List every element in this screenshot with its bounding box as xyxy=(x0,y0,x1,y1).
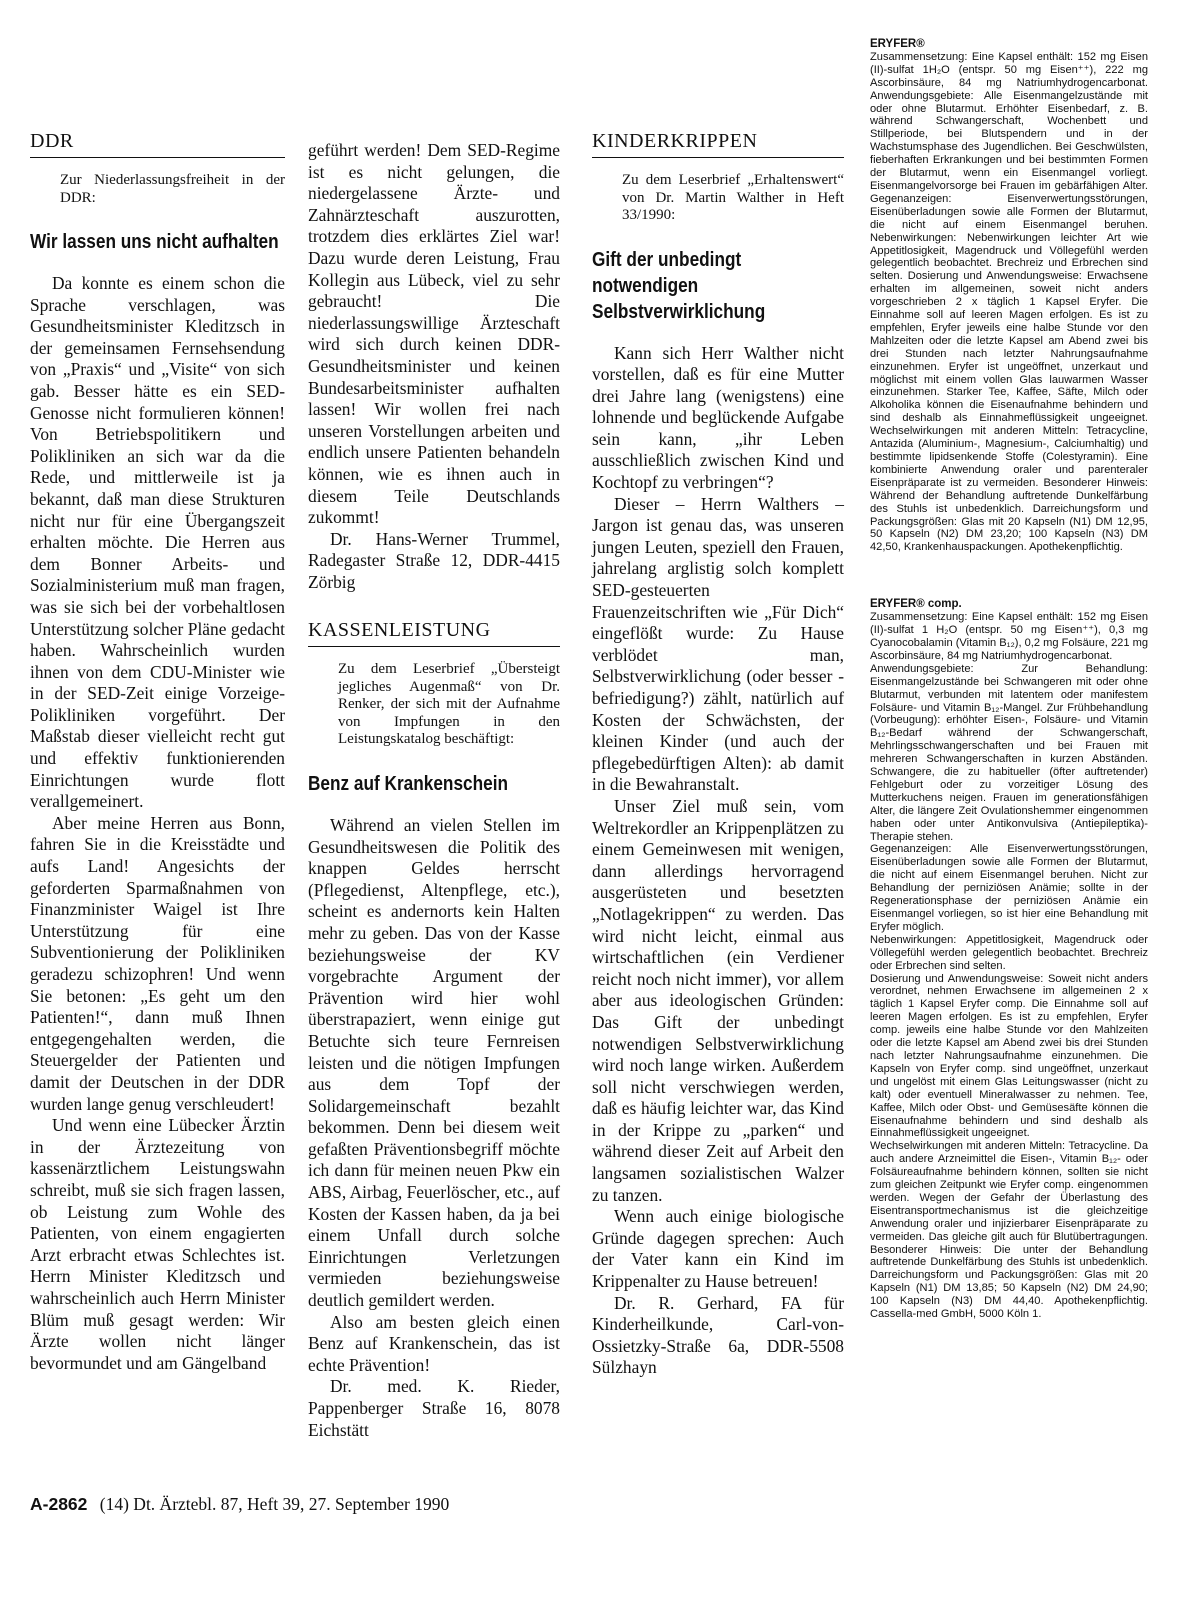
paragraph: Also am besten gleich einen Benz auf Krankenschein, das ist echte Prävention! xyxy=(308,1311,560,1375)
drug-text: Zusammensetzung: Eine Kapsel enthält: 152 mg Eisen (II)-sulfat 1 H₂O (entspr. 50 mg Eisen⁺⁺), 0,3 mg Cyanocobalamin (Vitamin B₁₂), 0,2 mg Folsäure, 221 mg Ascorbinsäure, 84 mg Natriumhydrogencarbonat. xyxy=(870,611,1148,662)
letter-intro: Zur Niederlassungsfreiheit in der DDR: xyxy=(60,172,285,206)
drug-name: ERYFER® xyxy=(870,38,925,50)
column-ddr xyxy=(30,130,285,1374)
drug-advertisement xyxy=(870,38,1148,1321)
article-headline: Wir lassen uns nicht aufhalten xyxy=(30,230,279,253)
drug-name: ERYFER® comp. xyxy=(870,598,962,611)
paragraph: Wenn auch einige biologische Gründe dagegen sprechen: Auch der Vater kann ein Kind im Krippenalter zu Hause betreuen! xyxy=(592,1206,844,1292)
author-signature: Dr. med. K. Rieder, Pappenberger Straße 16, 8078 Eichstätt xyxy=(308,1376,560,1440)
article-headline: Benz auf Krankenschein xyxy=(308,771,508,795)
section-heading-kinderkrippen: KINDERKRIPPEN xyxy=(592,130,844,158)
article-headline: Gift der unbedingt notwendigen Selbstverwirklichung xyxy=(592,247,766,323)
paragraph: Da konnte es einem schon die Sprache verschlagen, was Gesundheitsminister Kleditzsch in der gemeinsamen Fernsehsendung von „Praxis“ und „Visite“ von sich gab. Besser hätte es ein SED-Genosse nicht formulieren können! Von Betriebspolitikern und Polikliniken an sich war da die Rede, und mittlerweile ist ja bekannt, daß man diese Strukturen nicht nur für eine Übergangszeit erhalten möchte. Die Herren aus dem Bonner Arbeits- und Sozialministerium muß man fragen, was sie sich bei der vorbehaltlosen Unterstützung solcher Pläne gedacht haben. Wahrscheinlich wurden ihnen von dem CDU-Minister wie in der SED-Zeit einige Vorzeige-Polikliniken vorgeführt. Der Maßstab dieser vielleicht recht gut und effektiv funktionierenden Einrichtungen wurde flott verallgemeinert. xyxy=(30,273,285,812)
column-kinderkrippen xyxy=(592,130,844,1379)
article-body-continued xyxy=(308,140,560,593)
drug-text: Anwendungsgebiete: Zur Behandlung: Eisenmangelzustände bei Schwangeren mit oder ohne Blutarmut, verbunden mit latentem oder manifestem Folsäure- und Vitamin B₁₂-Mangel. Zur Frühbehandlung (Vorbeugung): erhöhter Eisen-, Folsäure- und Vitamin B₁₂-Bedarf während der Schwangerschaft, Mehrlingsschwangerschaften und bei Frauen mit mehreren Schwangerschaften in kurzen Abständen. Schwangere, die zu habitueller (öfter auftretender) Fehlgeburt oder zu vorzeitiger Lösung des Mutterkuchens neigen. Frauen im generationsfähigen Alter, die längere Zeit Ovulationshemmer eingenommen haben oder unter Antikonvulsiva (Antiepileptika)-Therapie stehen. xyxy=(870,662,1148,843)
paragraph: Dieser – Herrn Walthers – Jargon ist genau das, was unseren jungen Leuten, speziell den Frauen, jahrelang arglistig solch komplett SED-gesteuerten Frauenzeitschriften wie „Für Dich“ eingeflößt wurde: Zu Hause verblödet man, Selbstverwirklichung (oder besser -befriedigung?) zählt, natürlich auf Kosten der Schwächsten, der kleinen Kinder (und auch der pflegebedürftigen Alten): ab damit in die Bewahranstalt. xyxy=(592,493,844,795)
drug-text: Zusammensetzung: Eine Kapsel enthält: 152 mg Eisen (II)-sulfat 1H₂O (entspr. 50 mg Eisen⁺⁺), 222 mg Ascorbinsäure, 84 mg Natriumhydrogencarbonat. Anwendungsgebiete: Alle Eisenmangelzustände mit oder ohne Blutarmut. Erhöhter Eisenbedarf, z. B. während Schwangerschaft, Wochenbett und Stillperiode, bei Blutspendern und in der Wachstumsphase des Jugendlichen. Bei Geschwülsten, fieberhaften Erkrankungen und bei bestimmten Formen der Blutarmut, wenn ein Eisenmangel vorliegt. Eisenmangelvorsorge bei Frauen im gebärfähigen Alter. Gegenanzeigen: Eisenverwertungsstörungen, Eisenüberladungen sowie alle Formen der Blutarmut, die nicht auf einem Eisenmangel beruhen. Nebenwirkungen: Nebenwirkungen leichter Art wie Appetitlosigkeit, Magendruck und Völlegefühl werden gelegentlich beobachtet. Brechreiz und Erbrechen sind selten. Dosierung und Anwendungsweise: Erwachsene erhalten im allgemeinen, soweit nicht anders vorgeschrieben 2 x täglich 1 Kapsel Eryfer. Die Einnahme soll auf leeren Magen erfolgen. Es ist zu empfehlen, Eryfer jeweils eine halbe Stunde vor den Mahlzeiten oder die letzte Kapsel am Abend zwei bis drei Stunden nach letzter Nahrungsaufnahme einzunehmen. Eryfer ist ungeöffnet, unzerkaut und möglichst mit einem vollen Glas lauwarmen Wasser einzunehmen. Starker Tee, Kaffee, Säfte, Milch oder Alkoholika können die Eisenaufnahme behindern und sind deshalb als Einnahmeflüssigkeit ungeeignet. Wechselwirkungen mit anderen Mitteln: Tetracycline, Antazida (Aluminium-, Magnesium-, Calciumhaltig) und bestimmte lipidsenkende Stoffe (Colestyramin). Eine kombinierte Anwendung oraler und parenteraler Eisenpräparate ist zu vermeiden. Besonderer Hinweis: Während der Behandlung auftretende Dunkelfärbung des Stuhls ist unbedenklich. Darreichungsform und Packungsgrößen: Glas mit 20 Kapseln (N1) DM 12,95, 50 Kapseln (N2) DM 23,20; 100 Kapseln (N3) DM 42,50, Krankenhauspackungen. Apothekenpflichtig. xyxy=(870,50,1148,554)
page-footer xyxy=(30,1494,449,1515)
drug-text: Gegenanzeigen: Alle Eisenverwertungsstörungen, Eisenüberladungen sowie alle Formen der Blutarmut, die nicht auf einem Eisenmangel beruhen. Nicht zur Behandlung der perniziösen Anämie; sollte in der Regenerationsphase der perniziösen Anämie ein Eisenmangel vorliegen, so ist hier eine Behandlung mit Eryfer möglich. xyxy=(870,843,1148,933)
paragraph: Und wenn eine Lübecker Ärztin in der Ärztezeitung von kassenärztlichem Leistungswahn schreibt, muß sie sich fragen lassen, ob Leistung zum Wohle des Patienten, von einem engagierten Arzt erbracht etwas Schlechtes ist. Herrn Minister Kleditzsch und wahrscheinlich auch Herrn Minister Blüm muß gesagt werden: Wir Ärzte wollen nicht länger bevormundet und am Gängelband xyxy=(30,1115,285,1373)
journal-citation: (14) Dt. Ärztebl. 87, Heft 39, 27. September 1990 xyxy=(99,1494,450,1514)
drug-text: Wechselwirkungen mit anderen Mitteln: Tetracycline. Da auch andere Arzneimittel die Eisen-, Vitamin B₁₂- oder Folsäureaufnahme behindern können, sollten sie nicht zum gleichen Zeitpunkt wie Eryfer comp. eingenommen werden. Wegen der Gefahr der Überlastung des Eisentransportmechanismus ist die gleichzeitige Anwendung oraler und injizierbarer Eisenpräparate zu vermeiden. Das gleiche gilt auch für Blutübertragungen. Besonderer Hinweis: Die unter der Behandlung auftretende Dunkelfärbung des Stuhls ist unbedenklich. Darreichungsform und Packungsgrößen: Glas mit 20 Kapseln (N1) DM 13,85; 50 Kapseln (N2) DM 24,90; 100 Kapseln (N3) DM 44,40. Apothekenpflichtig. Cassella-med GmbH, 5000 Köln 1. xyxy=(870,1140,1148,1321)
author-signature: Dr. Hans-Werner Trummel, Radegaster Straße 12, DDR-4415 Zörbig xyxy=(308,528,560,592)
letter-intro: Zu dem Leserbrief „Übersteigt jegliches Augenmaß“ von Dr. Renker, der sich mit der Aufnahme von Impfungen in den Leistungskatalog beschäftigt: xyxy=(338,661,560,748)
drug-info-eryfer xyxy=(870,38,1148,554)
author-signature: Dr. R. Gerhard, FA für Kinderheilkunde, Carl-von-Ossietzky-Straße 6a, DDR-5508 Sülzhayn xyxy=(592,1292,844,1378)
article-body xyxy=(592,343,844,1380)
article-body xyxy=(30,273,285,1374)
page-number: A-2862 xyxy=(30,1494,88,1514)
paragraph: Unser Ziel muß sein, vom Weltrekordler an Krippenplätzen zu einem Gemeinwesen mit wenigen, dann allerdings hervorragend ausgerüsteten und besetzten „Notlagekrippen“ zu werden. Das wird nicht leicht, einmal aus wirtschaftlichen (ein Verdiener reicht noch nicht immer), vor allem aber aus ideologischen Gründen: Das Gift der unbedingt notwendigen Selbstverwirklichung wird noch lange wirken. Außerdem soll nicht verschwiegen werden, daß es häufig leichter war, das Kind in der Krippe zu „parken“ und während dieser Zeit auf Arbeit den langsamen sozialistischen Walzer zu tanzen. xyxy=(592,795,844,1205)
section-heading-kassenleistung: KASSENLEISTUNG xyxy=(308,619,560,647)
drug-text: Nebenwirkungen: Appetitlosigkeit, Magendruck oder Völlegefühl werden gelegentlich beobachtet. Brechreiz oder Erbrechen sind selten. xyxy=(870,933,1148,972)
article-body xyxy=(308,815,560,1441)
paragraph: geführt werden! Dem SED-Regime ist es nicht gelungen, die niedergelassene Ärzte- und Zahnärzteschaft auszurotten, trotzdem dies erklärtes Ziel war! Dazu wurde deren Leistung, Frau Kollegin aus Lübeck, viel zu sehr gebraucht! Die niederlassungswillige Ärzteschaft wird sich durch keinen DDR-Gesundheitsminister und keinen Bundesarbeitsminister aufhalten lassen! Wir wollen frei nach unseren Vorstellungen arbeiten und endlich unsere Patienten behandeln können, wie es ihnen auch in diesem Teile Deutschlands zukommt! xyxy=(308,140,560,528)
paragraph: Während an vielen Stellen im Gesundheitswesen die Politik des knappen Geldes herrscht (Pflegedienst, Altenpflege, etc.), scheint es andernorts kein Halten mehr zu geben. Das von der Kasse beziehungsweise der KV vorgebrachte Argument der Prävention wird hier wohl überstrapaziert, wenn einige gut Betuchte sich teure Fernreisen leisten und die nötigen Impfungen aus dem Topf der Solidargemeinschaft bezahlt bekommen. Denn bei diesem weit gefaßten Präventionsbegriff möchte ich dann für meinen neuen Pkw ein ABS, Airbag, Feuerlöscher, etc., auf Kosten der Kassen haben, da ja bei einem Unfall durch solche Einrichtungen Verletzungen vermieden beziehungsweise deutlich gemildert werden. xyxy=(308,814,560,1311)
drug-text: Dosierung und Anwendungsweise: Soweit nicht anders verordnet, nehmen Erwachsene im allgemeinen 2 x täglich 1 Kapsel Eryfer comp. Die Einnahme soll auf leeren Magen erfolgen. Es ist zu empfehlen, Eryfer comp. jeweils eine halbe Stunde vor den Mahlzeiten oder die letzte Kapsel am Abend zwei bis drei Stunden nach letzter Nahrungsaufnahme einzunehmen. Die Kapseln von Eryfer comp. sind ungeöffnet, unzerkaut und ungelöst mit einem Glas Leitungswasser (nicht zu kalt) oder eventuell Mineralwasser zu nehmen. Tee, Kaffee, Milch oder Obst- und Gemüsesäfte können die Eisenaufnahme behindern und sind deshalb als Einnahmeflüssigkeit ungeeignet. xyxy=(870,972,1148,1140)
letter-intro: Zu dem Leserbrief „Erhaltenswert“ von Dr. Martin Walther in Heft 33/1990: xyxy=(622,172,844,223)
drug-info-eryfer-comp xyxy=(870,598,1148,1321)
paragraph: Aber meine Herren aus Bonn, fahren Sie in die Kreisstädte und aufs Land! Angesichts der geforderten Sparmaßnahmen von Finanzminister Waigel ist Ihre Unterstützung für eine Subventionierung der Polikliniken geradezu schizophren! Und wenn Sie betonen: „Es geht um den Patienten!“, dann muß Ihnen entgegengehalten werden, die Steuergelder der Patienten und damit der Deutschen in der DDR wurden lange genug verschleudert! xyxy=(30,812,285,1114)
section-heading-ddr: DDR xyxy=(30,130,285,158)
paragraph: Kann sich Herr Walther nicht vorstellen, daß es für eine Mutter drei Jahre lang (wenigstens) eine lohnende und beglückende Aufgabe sein kann, „ihr Leben ausschließlich zwischen Kind und Kochtopf zu verbringen“? xyxy=(592,342,844,493)
column-kassenleistung xyxy=(308,140,560,1441)
